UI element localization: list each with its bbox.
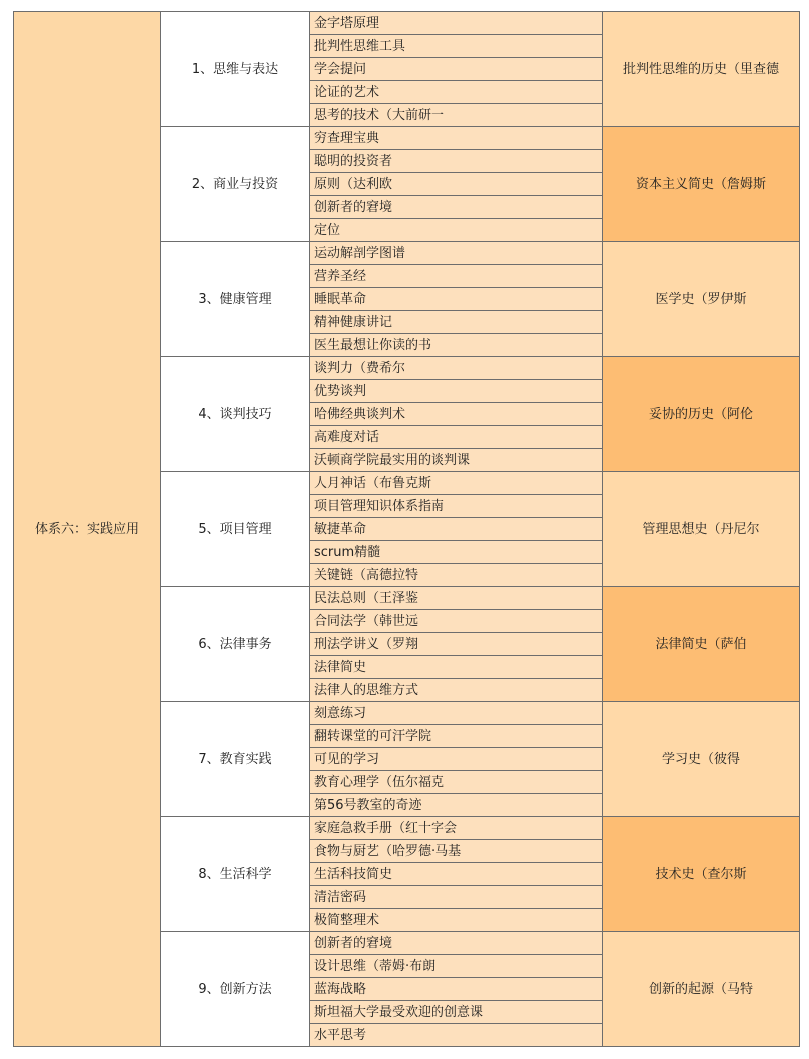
book-cell: 定位 [310,219,603,242]
table [13,11,800,1047]
book-cell: 精神健康讲记 [310,311,603,334]
book-cell: 哈佛经典谈判术 [310,403,603,426]
book-cell: 运动解剖学图谱 [310,242,603,265]
book-cell: scrum精髓 [310,541,603,564]
book-cell: 生活科技简史 [310,863,603,886]
history-cell: 医学史（罗伊斯 [603,242,800,357]
category-cell: 2、商业与投资 [161,127,310,242]
table-row [14,12,800,35]
book-cell: 水平思考 [310,1024,603,1047]
book-cell: 家庭急救手册（红十字会 [310,817,603,840]
history-cell: 妥协的历史（阿伦 [603,357,800,472]
reading-system-table [13,11,797,1046]
category-cell: 3、健康管理 [161,242,310,357]
history-cell: 批判性思维的历史（里查德 [603,12,800,127]
book-cell: 金字塔原理 [310,12,603,35]
book-cell: 创新者的窘境 [310,932,603,955]
table-body [14,12,800,1047]
history-cell: 法律简史（萨伯 [603,587,800,702]
book-cell: 可见的学习 [310,748,603,771]
book-cell: 批判性思维工具 [310,35,603,58]
book-cell: 睡眠革命 [310,288,603,311]
book-cell: 谈判力（费希尔 [310,357,603,380]
book-cell: 关键链（高德拉特 [310,564,603,587]
book-cell: 医生最想让你读的书 [310,334,603,357]
book-cell: 民法总则（王泽鉴 [310,587,603,610]
book-cell: 穷查理宝典 [310,127,603,150]
book-cell: 思考的技术（大前研一 [310,104,603,127]
book-cell: 营养圣经 [310,265,603,288]
book-cell: 设计思维（蒂姆·布朗 [310,955,603,978]
category-cell: 5、项目管理 [161,472,310,587]
history-cell: 创新的起源（马特 [603,932,800,1047]
book-cell: 创新者的窘境 [310,196,603,219]
book-cell: 合同法学（韩世远 [310,610,603,633]
book-cell: 敏捷革命 [310,518,603,541]
book-cell: 优势谈判 [310,380,603,403]
book-cell: 项目管理知识体系指南 [310,495,603,518]
category-cell: 4、谈判技巧 [161,357,310,472]
book-cell: 论证的艺术 [310,81,603,104]
book-cell: 蓝海战略 [310,978,603,1001]
book-cell: 法律简史 [310,656,603,679]
book-cell: 翻转课堂的可汗学院 [310,725,603,748]
book-cell: 刑法学讲义（罗翔 [310,633,603,656]
book-cell: 聪明的投资者 [310,150,603,173]
book-cell: 极简整理术 [310,909,603,932]
book-cell: 学会提问 [310,58,603,81]
category-cell: 7、教育实践 [161,702,310,817]
category-cell: 9、创新方法 [161,932,310,1047]
category-cell: 1、思维与表达 [161,12,310,127]
book-cell: 教育心理学（伍尔福克 [310,771,603,794]
history-cell: 管理思想史（丹尼尔 [603,472,800,587]
book-cell: 高难度对话 [310,426,603,449]
book-cell: 食物与厨艺（哈罗德·马基 [310,840,603,863]
book-cell: 法律人的思维方式 [310,679,603,702]
book-cell: 原则（达利欧 [310,173,603,196]
book-cell: 清洁密码 [310,886,603,909]
system-cell: 体系六：实践应用 [14,12,161,1047]
book-cell: 斯坦福大学最受欢迎的创意课 [310,1001,603,1024]
book-cell: 刻意练习 [310,702,603,725]
book-cell: 沃顿商学院最实用的谈判课 [310,449,603,472]
book-cell: 人月神话（布鲁克斯 [310,472,603,495]
history-cell: 技术史（查尔斯 [603,817,800,932]
history-cell: 资本主义简史（詹姆斯 [603,127,800,242]
category-cell: 8、生活科学 [161,817,310,932]
book-cell: 第56号教室的奇迹 [310,794,603,817]
history-cell: 学习史（彼得 [603,702,800,817]
category-cell: 6、法律事务 [161,587,310,702]
